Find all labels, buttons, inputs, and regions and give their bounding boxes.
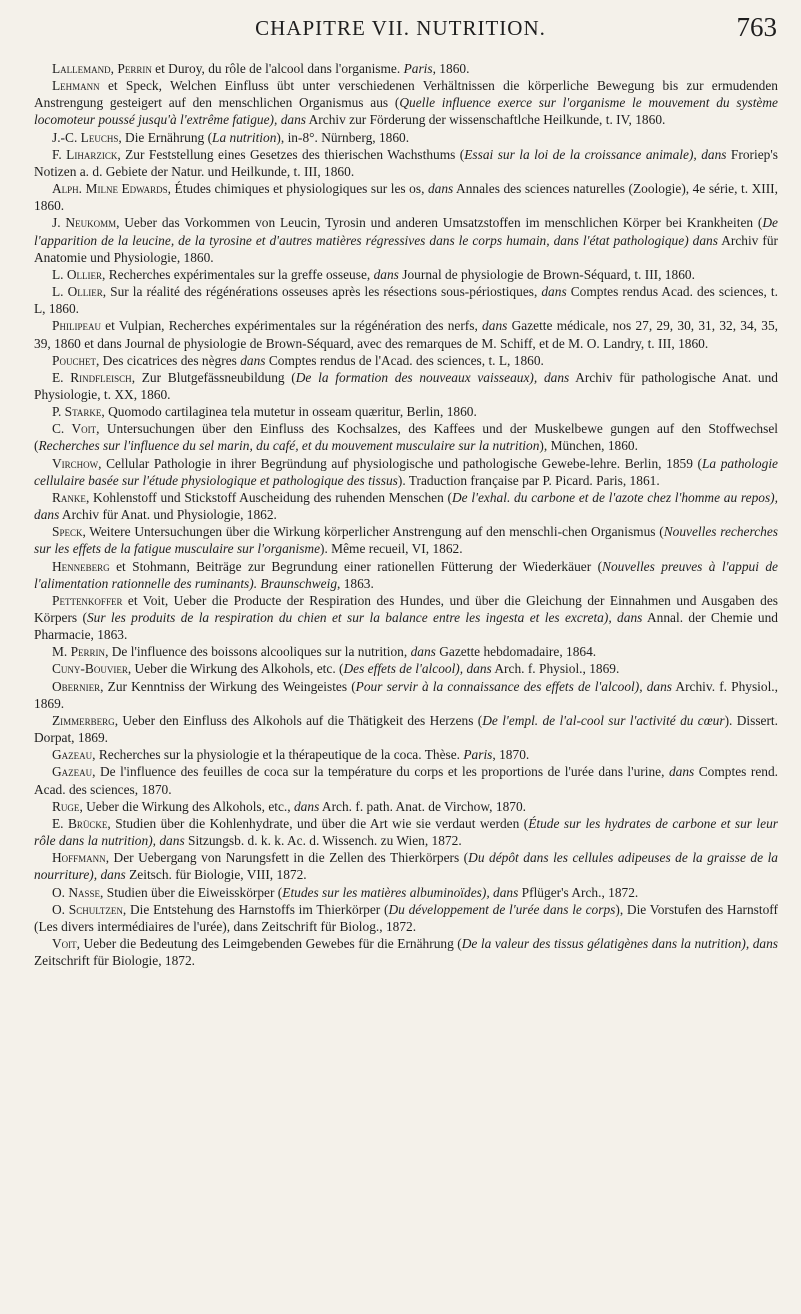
entry-italic: Nouvelles recherches sur les effets de la fatigue musculaire sur l'organisme bbox=[34, 524, 778, 557]
bibliography-entry bbox=[34, 489, 778, 523]
entry-text: et Duroy, du rôle de l'alcool dans l'organisme. bbox=[151, 61, 404, 76]
entry-text: , Des cicatrices des nègres bbox=[95, 352, 241, 368]
entry-tail: Comptes rend. Acad. des sciences, 1870. bbox=[34, 764, 778, 797]
bibliography-entry bbox=[34, 420, 778, 454]
bibliography-entry bbox=[34, 798, 778, 815]
entry-italic: dans bbox=[482, 318, 508, 334]
bibliography-entry bbox=[34, 317, 778, 351]
entry-italic: Des effets de l'alcool), dans bbox=[343, 661, 492, 677]
bibliography-entry bbox=[34, 352, 778, 369]
bibliography-entry bbox=[34, 643, 778, 660]
entry-author: Ranke bbox=[52, 489, 86, 505]
bibliography-entry bbox=[34, 214, 778, 265]
entry-italic: dans bbox=[293, 798, 320, 814]
entry-tail: , 1870. bbox=[492, 747, 530, 763]
bibliography-entry bbox=[34, 746, 778, 763]
entry-italic: De la formation des nouveaux vaisseaux), dans bbox=[295, 369, 570, 385]
entry-tail: Archiv zur Förderung der wissenschaftlche Heilkunde, t. IV, 1860. bbox=[306, 112, 666, 128]
entry-author: P. Starke bbox=[52, 404, 102, 420]
entry-text: , Studien über die Kohlenhydrate, und über die Art wie sie verdaut werden ( bbox=[107, 815, 529, 831]
entry-author: Gazeau bbox=[52, 747, 93, 763]
entry-tail: , 1863. bbox=[337, 575, 374, 591]
entry-italic: dans bbox=[541, 284, 567, 300]
entry-author: Henneberg bbox=[52, 558, 110, 574]
entry-text: , Zur Feststellung eines Gesetzes des thierischen Wachsthums ( bbox=[117, 146, 465, 162]
entry-italic: Étude sur les hydrates de carbone et sur leur rôle dans la nutrition), dans bbox=[34, 815, 778, 849]
bibliography-entry bbox=[34, 455, 778, 489]
entry-author: L. Ollier bbox=[52, 266, 103, 282]
entry-text: , Untersuchungen über den Einfluss des Kochsalzes, des Kaffees und der Muskelbewe gungen auf den Stoffwechsel ( bbox=[34, 421, 778, 454]
entry-author: M. Perrin bbox=[52, 644, 106, 660]
entry-tail: ), München, 1860. bbox=[539, 438, 638, 454]
running-header bbox=[0, 12, 801, 46]
entry-text: , Ueber das Vorkommen von Leucin, Tyrosin und anderen Umsatzstoffen im menschlichen Körper bei Krankheiten ( bbox=[116, 215, 763, 231]
entry-tail: Zeitsch. für Biologie, VIII, 1872. bbox=[125, 867, 307, 883]
entry-italic: dans bbox=[373, 266, 399, 282]
entry-text: , De l'influence des boissons alcooliques sur la nutrition, bbox=[105, 644, 411, 660]
entry-author: E. Rindfleisch bbox=[52, 369, 132, 385]
entry-author: Hoffmann bbox=[52, 850, 106, 866]
entry-italic: De l'exhal. du carbone et de l'azote chez l'homme au repos), dans bbox=[34, 489, 778, 523]
entry-author: C. Voit bbox=[52, 421, 97, 437]
entry-tail: ), Die Vorstufen des Harnstoff (Les divers intermédiaires de l'urée), dans Zeitschrift für Biolog., 1872. bbox=[34, 901, 778, 934]
bibliography-entry bbox=[34, 678, 778, 712]
entry-author: Cuny-Bouvier bbox=[52, 661, 128, 677]
entry-tail: ). Dissert. Dorpat, 1869. bbox=[34, 712, 778, 746]
entry-italic: La pathologie cellulaire basée sur l'étude physiologique et pathologique des tissus bbox=[34, 455, 778, 488]
bibliography-entry bbox=[34, 77, 778, 128]
entry-author: O. Nasse bbox=[52, 884, 101, 900]
entry-tail: Pflüger's Arch., 1872. bbox=[518, 884, 639, 900]
entry-author: J.-C. Leuchs bbox=[52, 129, 119, 145]
entry-italic: Pour servir à la connaissance des effets de l'alcool), dans bbox=[355, 678, 673, 694]
entry-tail: ), in-8°. Nürnberg, 1860. bbox=[276, 129, 410, 145]
entry-author: Pouchet bbox=[52, 352, 96, 368]
bibliography-entry bbox=[34, 369, 778, 403]
entry-author: Pettenkoffer bbox=[52, 592, 123, 608]
entry-italic: Nouvelles preuves à l'appui de l'alimentation rationnelle des ruminants). Braunschweig bbox=[34, 558, 778, 591]
entry-text: , Die Entstehung des Harnstoffs im Thierkörper ( bbox=[122, 901, 389, 917]
entry-italic: Du développement de l'urée dans le corps bbox=[388, 901, 616, 917]
entry-italic: Paris bbox=[403, 61, 433, 76]
bibliography-entry bbox=[34, 901, 778, 935]
entry-text: , Quomodo cartilaginea tela mutetur in osseam quæritur, Berlin, 1860. bbox=[101, 404, 477, 420]
entry-italic: Paris bbox=[463, 747, 493, 763]
bibliography-list bbox=[34, 60, 778, 969]
entry-text: et Speck, Welchen Einfluss übt unter verschiedenen Verhältnissen die körperliche Bewegung bis zur ermudenden Anstrengung gesteigert auf den menschlichen Organismus aus ( bbox=[34, 78, 778, 111]
entry-italic: De l'empl. de l'al-cool sur l'activité du cœur bbox=[482, 712, 725, 728]
bibliography-entry bbox=[34, 403, 778, 420]
bibliography-entry bbox=[34, 283, 778, 317]
chapter-title: CHAPITRE VII. NUTRITION. bbox=[255, 16, 546, 40]
entry-text: , Recherches expérimentales sur la greffe osseuse, bbox=[102, 266, 374, 282]
entry-author: E. Brücke bbox=[52, 815, 108, 831]
entry-text: , Studien über die Eiweisskörper ( bbox=[100, 884, 283, 900]
entry-tail: ). Traduction française par P. Picard. Paris, 1861. bbox=[397, 472, 660, 488]
entry-tail: Annal. der Chemie und Pharmacie, 1863. bbox=[34, 610, 778, 643]
entry-author: Lehmann bbox=[52, 78, 100, 94]
bibliography-entry bbox=[34, 60, 778, 77]
entry-italic: Etudes sur les matières albuminoïdes), dans bbox=[282, 884, 519, 900]
entry-italic: Recherches sur l'influence du sel marin, du café, et du mouvement musculaire sur la nutrition bbox=[38, 438, 540, 454]
entry-tail: Zeitschrift für Biologie, 1872. bbox=[34, 953, 196, 969]
entry-italic: dans bbox=[410, 644, 436, 660]
entry-tail: Arch. f. path. Anat. de Virchow, 1870. bbox=[319, 798, 527, 814]
entry-text: et Vulpian, Recherches expérimentales sur la régénération des nerfs, bbox=[100, 318, 483, 334]
entry-author: Speck bbox=[52, 524, 83, 540]
bibliography-entry bbox=[34, 935, 778, 969]
entry-italic: De la valeur des tissus gélatigènes dans la nutrition), dans bbox=[461, 935, 778, 951]
entry-italic: dans bbox=[427, 181, 454, 197]
bibliography-entry bbox=[34, 266, 778, 283]
entry-tail: Journal de physiologie de Brown-Séquard, t. III, 1860. bbox=[398, 266, 695, 282]
entry-text: , Weitere Untersuchungen über die Wirkung körperlicher Anstrengung auf den menschli-chen Organismus ( bbox=[82, 524, 664, 540]
page-number: 763 bbox=[736, 12, 777, 42]
bibliography-entry bbox=[34, 660, 778, 677]
entry-text: , De l'influence des feuilles de coca sur la température du corps et les proportions de l'urée dans l'urine, bbox=[92, 764, 669, 780]
entry-text: , Ueber die Bedeutung des Leimgebenden Gewebes für die Ernährung ( bbox=[76, 935, 462, 951]
entry-text: , Zur Blutgefässneubildung ( bbox=[131, 369, 296, 385]
bibliography-entry bbox=[34, 129, 778, 146]
entry-text: et Stohmann, Beiträge zur Begrundung einer rationellen Fütterung der Wiederkäuer ( bbox=[109, 558, 603, 574]
entry-author: Virchow bbox=[52, 455, 99, 471]
entry-text: , Cellular Pathologie in ihrer Begründung auf physiologische und pathologische Gewebe-lehre. Berlin, 1859 ( bbox=[98, 455, 702, 471]
bibliography-entry bbox=[34, 849, 778, 883]
entry-text: , Der Uebergang von Narungsfett in die Zellen des Thierkörpers ( bbox=[105, 850, 469, 866]
entry-tail: Archiv für pathologische Anat. und Physiologie, t. XX, 1860. bbox=[34, 369, 778, 402]
bibliography-entry bbox=[34, 146, 778, 180]
entry-italic: Quelle influence exerce sur l'organisme le mouvement du système locomoteur poussé jusqu'à l'extrême fatigue), dans bbox=[34, 95, 778, 128]
entry-italic: Sur les produits de la respiration du chien et sur la balance entre les ingesta et les excreta), dans bbox=[86, 610, 643, 625]
bibliography-entry bbox=[34, 592, 778, 643]
entry-text: et Voit, Ueber die Producte der Respiration des Hundes, und über die Gleichung der Einnahmen und Ausgaben des Körpers ( bbox=[34, 592, 778, 625]
entry-author: Alph. Milne Edwards bbox=[52, 181, 168, 197]
entry-tail: Annales des sciences naturelles (Zoologie), 4e série, t. XIII, 1860. bbox=[34, 181, 778, 214]
entry-text: , Ueber die Wirkung des Alkohols, etc. ( bbox=[127, 661, 344, 677]
entry-tail: Gazette hebdomadaire, 1864. bbox=[435, 644, 597, 660]
entry-author: Obernier bbox=[52, 678, 101, 694]
entry-author: F. Liharzick bbox=[52, 146, 118, 162]
entry-text: , Sur la réalité des régénérations osseuses après les résections sous-périostiques, bbox=[102, 284, 542, 300]
entry-tail: Arch. f. Physiol., 1869. bbox=[491, 661, 620, 677]
entry-italic: Du dépôt dans les cellules adipeuses de la graisse de la nourriture), dans bbox=[34, 850, 778, 883]
entry-author: L. Ollier bbox=[52, 284, 103, 300]
entry-italic: dans bbox=[668, 764, 695, 780]
entry-text: , Kohlenstoff und Stickstoff Auscheidung des ruhenden Menschen ( bbox=[85, 489, 453, 505]
entry-text: , Ueber die Wirkung des Alkohols, etc., bbox=[79, 798, 294, 814]
entry-italic: La nutrition bbox=[212, 129, 277, 145]
entry-author: Philipeau bbox=[52, 318, 101, 334]
entry-author: Ruge bbox=[52, 798, 80, 814]
entry-tail: Archiv. f. Physiol., 1869. bbox=[34, 678, 779, 711]
bibliography-entry bbox=[34, 523, 778, 557]
entry-text: , Zur Kenntniss der Wirkung des Weingeistes ( bbox=[100, 678, 356, 694]
entry-author: Lallemand, Perrin bbox=[52, 61, 152, 76]
bibliography-entry bbox=[34, 558, 778, 592]
entry-tail: Archiv für Anatomie und Physiologie, 1860. bbox=[34, 232, 778, 265]
entry-text: , Die Ernährung ( bbox=[118, 129, 213, 145]
entry-tail: Gazette médicale, nos 27, 29, 30, 31, 32, 34, 35, 39, 1860 et dans Journal de physiologie de Brown-Séquard, avec des remarques de M. Schiff, et de M. O. Landry, t. III, 1860. bbox=[34, 318, 778, 351]
entry-text: , Ueber den Einfluss des Alkohols auf die Thätigkeit des Herzens ( bbox=[114, 712, 483, 728]
bibliography-entry bbox=[34, 815, 778, 849]
bibliography-entry bbox=[34, 712, 778, 746]
entry-author: Voit bbox=[52, 935, 77, 951]
entry-text: , Recherches sur la physiologie et la thérapeutique de la coca. Thèse. bbox=[92, 747, 464, 763]
bibliography-entry bbox=[34, 884, 778, 901]
entry-tail: Comptes rendus Acad. des sciences, t. L, 1860. bbox=[34, 284, 778, 317]
entry-tail: , 1860. bbox=[432, 61, 470, 76]
entry-tail: Sitzungsb. d. k. k. Ac. d. Wissench. zu Wien, 1872. bbox=[184, 833, 462, 849]
entry-author: J. Neukomm bbox=[52, 215, 117, 231]
entry-author: Zimmerberg bbox=[52, 712, 115, 728]
entry-tail: Archiv für Anat. und Physiologie, 1862. bbox=[59, 507, 277, 523]
entry-author: Gazeau bbox=[52, 764, 93, 780]
entry-italic: Essai sur la loi de la croissance animale), dans bbox=[464, 146, 727, 162]
entry-tail: Comptes rendus de l'Acad. des sciences, t. L, 1860. bbox=[265, 352, 544, 368]
entry-text: , Études chimiques et physiologiques sur les os, bbox=[167, 181, 428, 197]
entry-tail: ). Même recueil, VI, 1862. bbox=[320, 541, 463, 557]
entry-tail: Froriep's Notizen a. d. Gebiete der Natur. und Heilkunde, t. III, 1860. bbox=[34, 146, 778, 179]
entry-italic: dans bbox=[240, 352, 266, 368]
bibliography-entry bbox=[34, 763, 778, 797]
entry-author: O. Schultzen bbox=[52, 901, 123, 917]
entry-italic: De l'apparition de la leucine, de la tyrosine et d'autres matières régressives dans le corps humain, dans l'état pathologique) dans bbox=[34, 215, 779, 248]
bibliography-entry bbox=[34, 180, 778, 214]
